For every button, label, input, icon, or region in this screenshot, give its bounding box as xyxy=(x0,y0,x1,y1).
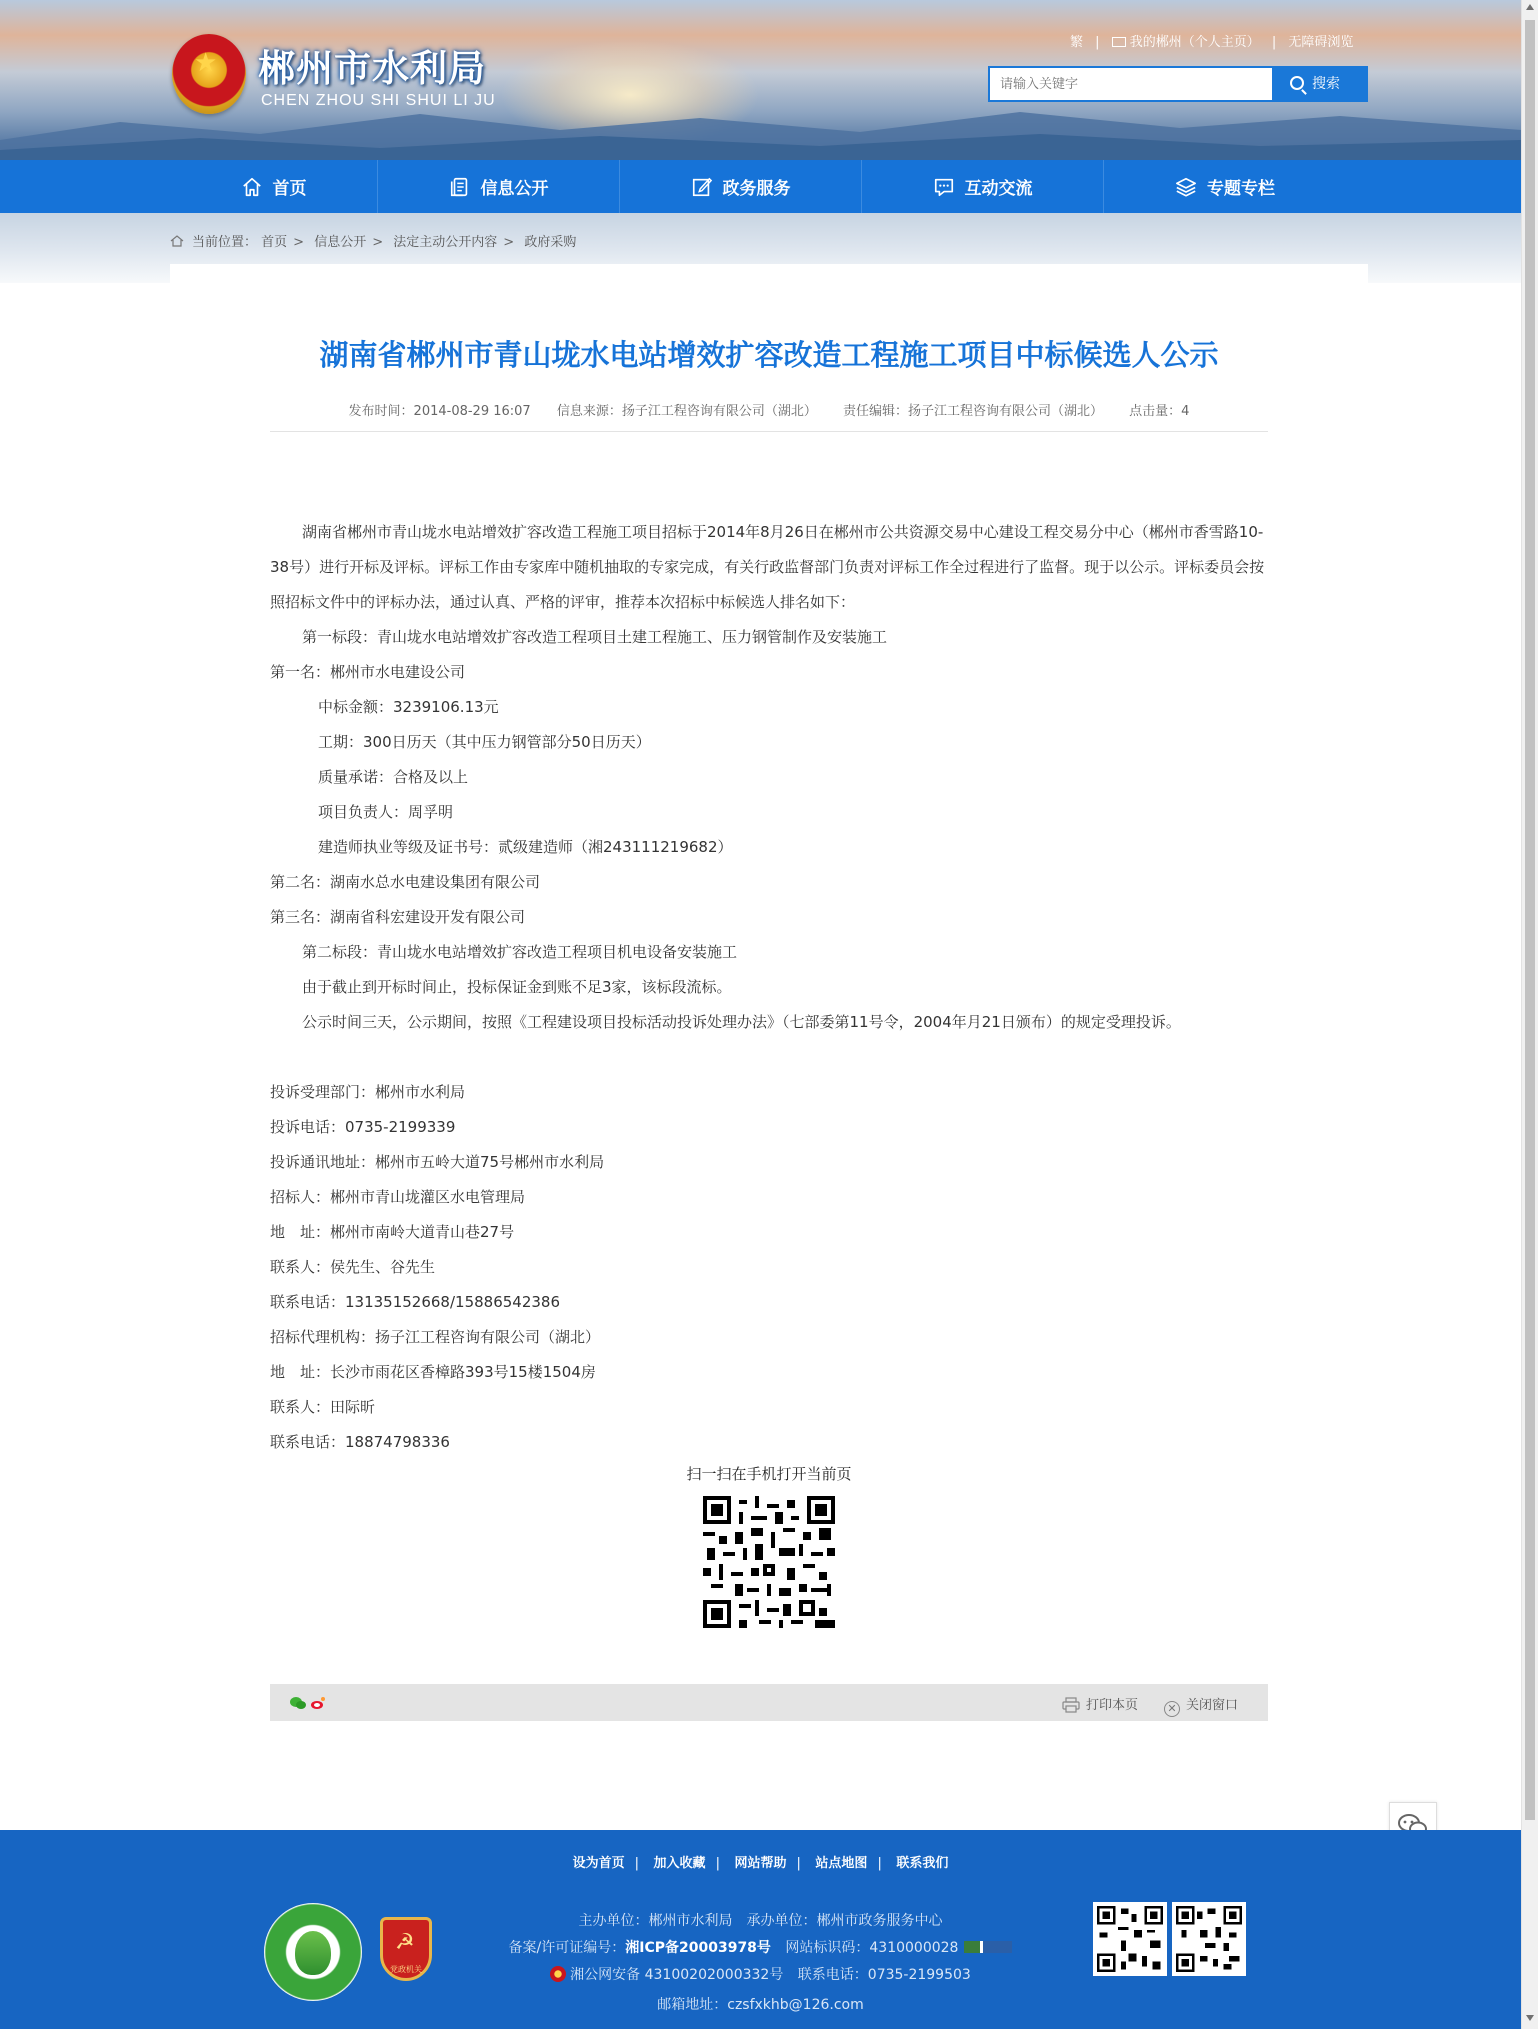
breadcrumb-prefix: 当前位置： xyxy=(192,235,258,250)
main-nav xyxy=(0,160,1521,213)
footer-link-contact[interactable]: 联系我们 xyxy=(896,1856,949,1871)
nav-item-gov-services[interactable] xyxy=(620,160,862,213)
nav-item-home[interactable] xyxy=(170,160,378,213)
separator: | xyxy=(715,1856,720,1871)
footer-link-set-home[interactable]: 设为首页 xyxy=(572,1856,625,1871)
breadcrumb-separator: > xyxy=(372,235,384,250)
section2-note: 由于截止到开标时间止，投标保证金到账不足3家，该标段流标。 xyxy=(302,978,732,996)
footer-email: 邮箱地址：czsfxkhb@126.com xyxy=(657,1997,864,2013)
footer-police-line xyxy=(0,1964,1521,1984)
search-button[interactable] xyxy=(1274,66,1368,102)
search-button-label: 搜索 xyxy=(1312,76,1340,92)
my-chenzhou-link[interactable]: 我的郴州（个人主页） xyxy=(1129,35,1260,50)
footer-qr-code-2 xyxy=(1172,1902,1246,1976)
intro-paragraph: 湖南省郴州市青山垅水电站增效扩容改造工程施工项目招标于2014年8月26日在郴州市公共资源交易中心建设工程交易分中心（郴州市香雪路10-38号）进行开标及评标。评标工作由专家库中随机抽取的专家完成，有关行政监督部门负责对评标工作全过程进行了监督。现于以公示。评标委员会按照招标文件中的评标办法，通过认真、严格的评审，推荐本次招标中标候选人排名如下： xyxy=(270,523,1265,611)
contact-line: 联系人：侯先生、谷先生 xyxy=(270,1258,436,1276)
document-icon xyxy=(449,176,471,198)
close-label: 关闭窗口 xyxy=(1186,1698,1239,1713)
separator: | xyxy=(796,1856,801,1871)
scroll-thumb[interactable] xyxy=(1525,20,1535,1820)
nav-item-special-topics[interactable] xyxy=(1104,160,1346,213)
footer-link-bookmark[interactable]: 加入收藏 xyxy=(653,1856,706,1871)
work-period: 工期：300日历天（其中压力钢管部分50日历天） xyxy=(318,733,651,751)
layers-icon xyxy=(1175,176,1197,198)
footer-icp-line xyxy=(0,1937,1521,1957)
civilized-website-badge[interactable] xyxy=(264,1903,362,2001)
print-button[interactable] xyxy=(1062,1694,1138,1713)
footer-phone: 联系电话：0735-2199503 xyxy=(797,1967,971,1983)
breadcrumb-separator: > xyxy=(293,235,305,250)
weibo-share-icon[interactable] xyxy=(310,1696,326,1710)
click-count: 点击量：4 xyxy=(1129,404,1190,419)
page-scrollbar[interactable] xyxy=(1521,0,1538,2029)
quality-commitment: 质量承诺：合格及以上 xyxy=(318,768,469,786)
title-divider xyxy=(270,431,1268,432)
search-box xyxy=(988,66,1274,102)
contact-line: 联系电话：18874798336 xyxy=(270,1433,450,1451)
police-badge-icon xyxy=(550,1966,566,1982)
search-icon xyxy=(1290,76,1304,90)
scroll-down-icon[interactable] xyxy=(1526,2015,1534,2021)
footer-link-sitemap[interactable]: 站点地图 xyxy=(815,1856,868,1871)
party-gov-badge[interactable] xyxy=(380,1917,432,1981)
contact-line: 投诉受理部门：郴州市水利局 xyxy=(270,1083,466,1101)
footer-link-help[interactable]: 网站帮助 xyxy=(734,1856,787,1871)
home-icon xyxy=(170,235,184,247)
contact-line: 联系人：田际昕 xyxy=(270,1398,376,1416)
monitor-icon xyxy=(1112,37,1126,47)
close-window-button[interactable] xyxy=(1164,1694,1238,1717)
section1-paragraph: 第一标段：青山垅水电站增效扩容改造工程项目土建工程施工、压力钢管制作及安装施工 xyxy=(302,628,888,646)
separator: | xyxy=(877,1856,882,1871)
party-emblem-icon: ☭ xyxy=(395,1930,415,1955)
footer-sponsor: 主办单位：郴州市水利局 承办单位：郴州市政务服务中心 xyxy=(578,1913,943,1929)
breadcrumb-separator: > xyxy=(503,235,515,250)
nav-item-info-disclosure[interactable] xyxy=(378,160,620,213)
editor: 责任编辑：扬子江工程咨询有限公司（湖北） xyxy=(843,404,1104,419)
article-title: 湖南省郴州市青山垅水电站增效扩容改造工程施工项目中标候选人公示 xyxy=(319,338,1219,372)
breadcrumb-item-info[interactable]: 信息公开 xyxy=(314,235,367,250)
info-source: 信息来源：扬子江工程咨询有限公司（湖北） xyxy=(556,404,817,419)
nav-item-label: 信息公开 xyxy=(480,179,549,199)
police-record[interactable]: 湘公网安备 43100202000332号 xyxy=(570,1967,784,1983)
contact-line: 投诉电话：0735-2199339 xyxy=(270,1118,456,1136)
publish-time: 发布时间：2014-08-29 16:07 xyxy=(348,404,531,419)
first-place: 第一名：郴州市水电建设公司 xyxy=(270,663,466,681)
wechat-share-icon[interactable] xyxy=(290,1696,306,1710)
edit-icon xyxy=(691,176,713,198)
nav-item-label: 专题专栏 xyxy=(1207,179,1275,199)
footer xyxy=(0,1830,1521,2029)
chat-icon xyxy=(933,176,955,198)
national-emblem-icon: ★ xyxy=(172,34,246,114)
home-icon xyxy=(241,176,263,198)
blank-line xyxy=(270,1040,1268,1075)
breadcrumb-item-procurement[interactable]: 政府采购 xyxy=(524,235,577,250)
builder-cert: 建造师执业等级及证书号：贰级建造师（湘243111219682） xyxy=(318,838,733,856)
print-label: 打印本页 xyxy=(1086,1698,1139,1713)
footer-links xyxy=(0,1852,1521,1871)
header-banner xyxy=(0,0,1521,160)
site-id: 网站标识码：4310000028 xyxy=(785,1940,959,1956)
banner-mountains xyxy=(0,100,1521,160)
section2-paragraph: 第二标段：青山垅水电站增效扩容改造工程项目机电设备安装施工 xyxy=(302,943,738,961)
article-meta xyxy=(270,400,1268,419)
third-place: 第三名：湖南省科宏建设开发有限公司 xyxy=(270,908,526,926)
breadcrumb-item-home[interactable]: 首页 xyxy=(261,235,288,250)
party-badge-label: 党政机关 xyxy=(390,1965,422,1974)
separator: | xyxy=(1271,35,1277,50)
contact-line: 招标人：郴州市青山垅灌区水电管理局 xyxy=(270,1188,526,1206)
share-bar xyxy=(270,1684,1268,1721)
nav-item-interaction[interactable] xyxy=(862,160,1104,213)
scroll-up-icon[interactable] xyxy=(1526,4,1534,10)
site-pinyin: CHEN ZHOU SHI SHUI LI JU xyxy=(261,92,496,109)
cnzz-icon[interactable] xyxy=(964,1941,1012,1953)
contact-line: 地 址：长沙市雨花区香樟路393号15楼1504房 xyxy=(270,1363,596,1381)
close-icon: ✕ xyxy=(1164,1701,1180,1717)
leaf-icon xyxy=(295,1931,331,1975)
second-place: 第二名：湖南水总水电建设集团有限公司 xyxy=(270,873,541,891)
icp-link[interactable]: 湘ICP备20003978号 xyxy=(625,1940,771,1956)
separator: | xyxy=(1095,35,1100,50)
nav-item-label: 政务服务 xyxy=(722,179,791,199)
separator: | xyxy=(634,1856,640,1871)
site-title[interactable]: 郴州市水利局 xyxy=(258,47,486,90)
notice-paragraph: 公示时间三天，公示期间，按照《工程建设项目投标活动投诉处理办法》（七部委第11号令，2004年月21日颁布）的规定受理投诉。 xyxy=(302,1013,1181,1031)
project-manager: 项目负责人：周孚明 xyxy=(318,803,454,821)
printer-icon xyxy=(1062,1697,1080,1713)
contact-line: 联系电话：13135152668/15886542386 xyxy=(270,1293,561,1311)
footer-qr-code-1 xyxy=(1093,1902,1167,1976)
top-links xyxy=(1070,31,1353,50)
bid-amount: 中标金额：3239106.13元 xyxy=(318,698,499,716)
contact-line: 地 址：郴州市南岭大道青山巷27号 xyxy=(270,1223,515,1241)
breadcrumb-item-statutory[interactable]: 法定主动公开内容 xyxy=(393,235,498,250)
nav-item-label: 首页 xyxy=(272,179,307,199)
traditional-link[interactable]: 繁 xyxy=(1070,35,1084,50)
contact-line: 投诉通讯地址：郴州市五岭大道75号郴州市水利局 xyxy=(270,1153,605,1171)
accessible-link[interactable]: 无障碍浏览 xyxy=(1288,35,1354,50)
breadcrumb xyxy=(170,231,576,250)
qr-code-image xyxy=(703,1496,835,1628)
qr-caption: 扫一扫在手机打开当前页 xyxy=(686,1465,852,1483)
icp-prefix: 备案/许可证编号： xyxy=(508,1940,626,1956)
article-body xyxy=(270,515,1268,1460)
contact-line: 招标代理机构：扬子江工程咨询有限公司（湖北） xyxy=(270,1328,601,1346)
nav-item-label: 互动交流 xyxy=(964,179,1033,199)
search-input[interactable] xyxy=(990,68,1273,100)
